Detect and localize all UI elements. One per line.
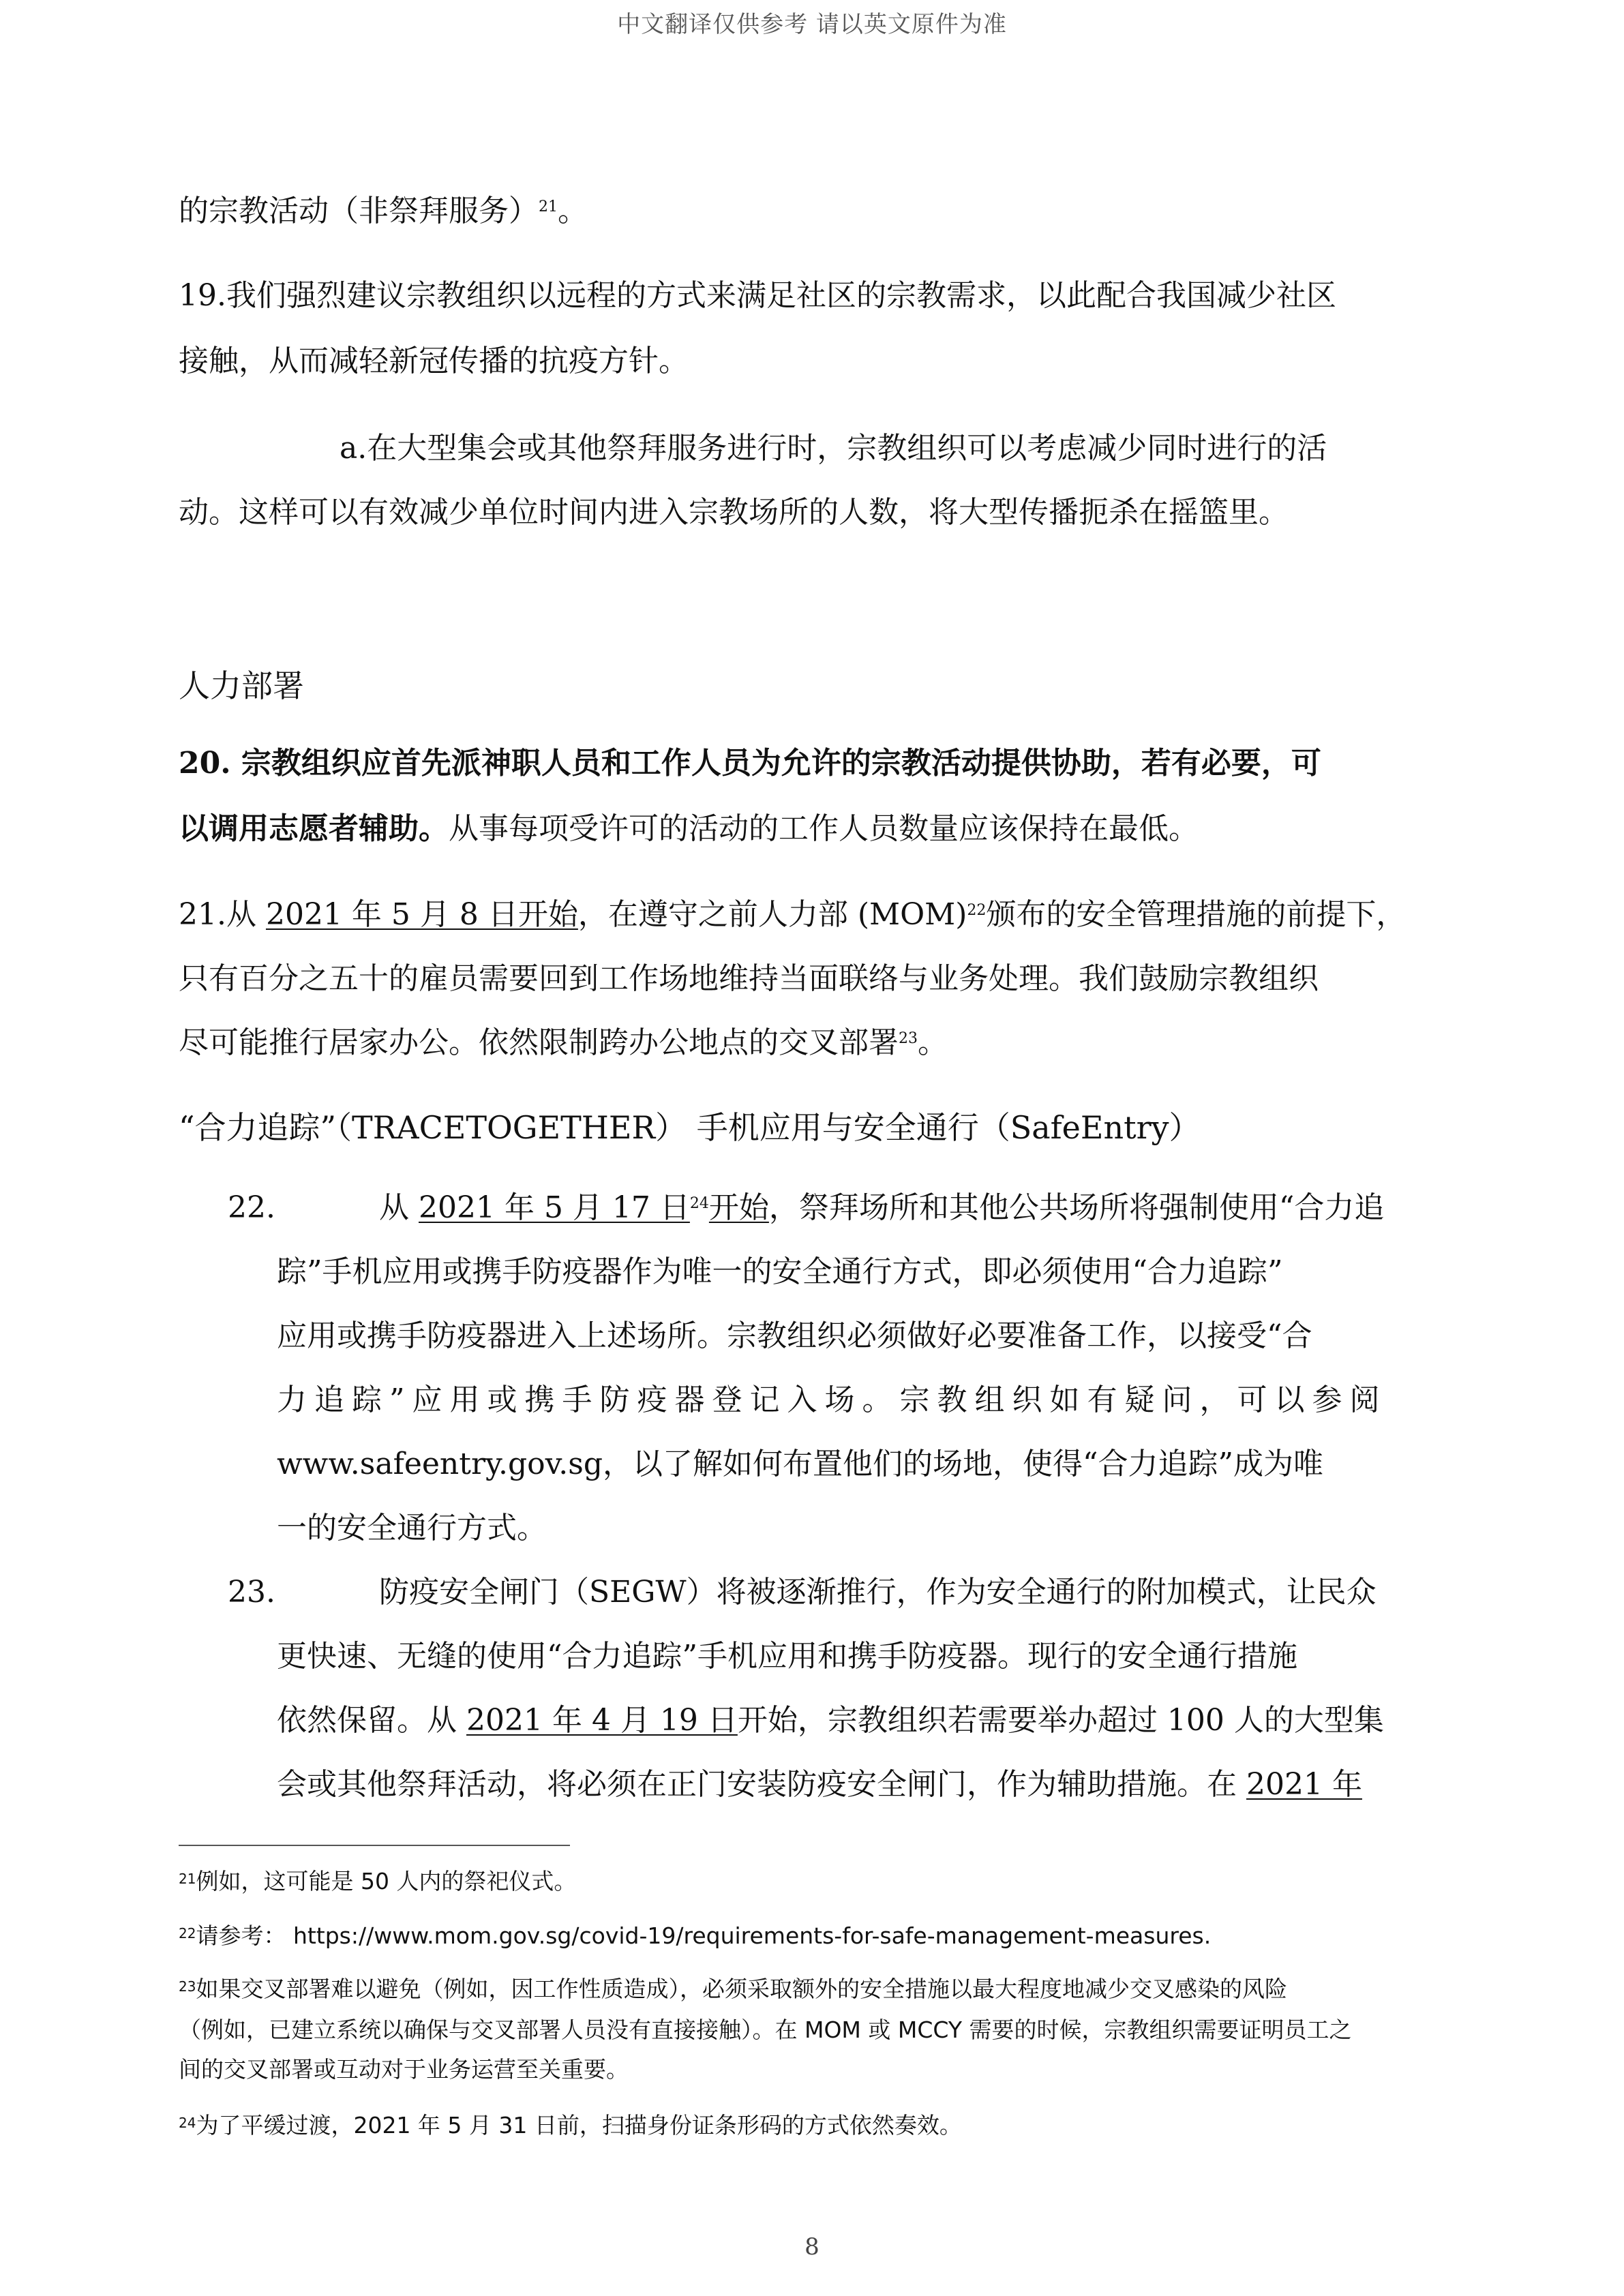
paragraph-23-line-4-text: 会或其他祭拜活动，将必须在正门安装防疫安全闸门，作为辅助措施。在 <box>277 1767 1246 1802</box>
translation-disclaimer-header: 中文翻译仅供参考 请以英文原件为准 <box>617 11 1007 38</box>
paragraph-21-date: 2021 年 5 月 8 日开始 <box>265 897 578 932</box>
footnote-21-marker: 21 <box>179 1871 196 1887</box>
footnote-23-text-1: 如果交叉部署难以避免（例如，因工作性质造成），必须采取额外的安全措施以最大程度地减少交叉感染的风险 <box>196 1976 1287 2002</box>
paragraph-23-prefix: 依然保留。从 <box>277 1703 466 1738</box>
paragraph-22-line-2: 踪”手机应用或携手防疫器作为唯一的安全通行方式，即必须使用“合力追踪” <box>277 1254 1283 1289</box>
footnote-ref-23[interactable]: 23 <box>899 1030 918 1047</box>
page-number: 8 <box>805 2233 819 2261</box>
paragraph-19-line-1: 19.我们强烈建议宗教组织以远程的方式来满足社区的宗教需求，以此配合我国减少社区 <box>179 278 1336 313</box>
paragraph-23-number: 23. <box>228 1575 275 1610</box>
section-heading-tracetogether: “合力追踪”（TRACETOGETHER） 手机应用与安全通行（SafeEntry） <box>179 1109 1201 1146</box>
paragraph-23-post: 开始，宗教组织若需要举办超过 100 人的大型集 <box>737 1703 1384 1738</box>
paragraph-21-line-3 <box>179 1023 948 1063</box>
paragraph-22-line-4: 力追踪”应用或携手防疫器登记入场。宗教组织如有疑问，可以参阅 <box>277 1383 1387 1417</box>
paragraph-22-line-3: 应用或携手防疫器进入上述场所。宗教组织必须做好必要准备工作，以接受“合 <box>277 1318 1312 1353</box>
paragraph-22-number: 22. <box>228 1190 275 1225</box>
footnote-21-text: 例如，这可能是 50 人内的祭祀仪式。 <box>196 1868 577 1894</box>
footnote-24-marker: 24 <box>179 2115 196 2131</box>
paragraph-23-line-3 <box>277 1700 1384 1741</box>
paragraph-21-mid: ，在遵守之前人力部 (MOM) <box>577 897 967 932</box>
continuation-end: 。 <box>558 194 588 228</box>
footnote-ref-21[interactable]: 21 <box>539 198 558 215</box>
paragraph-continuation <box>179 191 588 232</box>
paragraph-23-line-4 <box>277 1764 1362 1805</box>
paragraph-22-date-suffix: 开始 <box>708 1190 769 1225</box>
footnote-21 <box>179 1867 576 1897</box>
continuation-text: 的宗教活动（非祭拜服务） <box>179 194 539 228</box>
paragraph-23-line-2: 更快速、无缝的使用“合力追踪”手机应用和携手防疫器。现行的安全通行措施 <box>277 1639 1297 1674</box>
paragraph-21-line-3-text: 尽可能推行居家办公。依然限制跨办公地点的交叉部署 <box>179 1025 899 1060</box>
footnote-24-text: 为了平缓过渡，2021 年 5 月 31 日前，扫描身份证条形码的方式依然奏效。 <box>196 2112 962 2139</box>
paragraph-19-line-2: 接触，从而减轻新冠传播的抗疫方针。 <box>179 344 689 378</box>
paragraph-20-bold-part: 以调用志愿者辅助。 <box>179 811 449 846</box>
footnote-23-line-3: 间的交叉部署或互动对于业务运营至关重要。 <box>179 2056 629 2083</box>
footnote-ref-22[interactable]: 22 <box>967 902 987 919</box>
paragraph-21-prefix: 21.从 <box>179 897 266 932</box>
footnote-23-line-1 <box>179 1974 1287 2004</box>
paragraph-23-date: 2021 年 4 月 19 日 <box>466 1703 738 1738</box>
footnote-separator <box>179 1845 570 1846</box>
footnote-23-line-2: （例如，已建立系统以确保与交叉部署人员没有直接接触）。在 MOM 或 MCCY 需要的时候，宗教组织需要证明员工之 <box>179 2016 1352 2043</box>
footnote-22-text[interactable]: 请参考： https://www.mom.gov.sg/covid-19/requirements-for-safe-management-measures. <box>196 1922 1212 1949</box>
paragraph-21-line-1 <box>179 894 1406 935</box>
paragraph-19a-line-2: 动。这样可以有效减少单位时间内进入宗教场所的人数，将大型传播扼杀在摇篮里。 <box>179 495 1289 530</box>
paragraph-21-post: 颁布的安全管理措施的前提下， <box>986 897 1407 932</box>
paragraph-22-line-5: www.safeentry.gov.sg，以了解如何布置他们的场地，使得“合力追踪”成为唯 <box>277 1447 1323 1481</box>
paragraph-23-date-2: 2021 年 <box>1246 1767 1362 1802</box>
paragraph-22-line-6: 一的安全通行方式。 <box>277 1511 547 1545</box>
paragraph-23-line-1: 防疫安全闸门（SEGW）将被逐渐推行，作为安全通行的附加模式，让民众 <box>379 1575 1377 1610</box>
paragraph-19a-line-1: a.在大型集会或其他祭拜服务进行时，宗教组织可以考虑减少同时进行的活 <box>340 431 1327 466</box>
footnote-23-marker: 23 <box>179 1978 196 1995</box>
paragraph-20-line-1: 20. 宗教组织应首先派神职人员和工作人员为允许的宗教活动提供协助，若有必要，可 <box>179 746 1321 781</box>
paragraph-21-line-2: 只有百分之五十的雇员需要回到工作场地维持当面联络与业务处理。我们鼓励宗教组织 <box>179 961 1319 996</box>
paragraph-22-prefix: 从 <box>379 1190 419 1225</box>
paragraph-22-line-1 <box>379 1188 1384 1228</box>
footnote-ref-24[interactable]: 24 <box>689 1195 709 1212</box>
section-heading-manpower: 人力部署 <box>179 667 304 704</box>
footnote-24 <box>179 2111 962 2141</box>
paragraph-22-post: ，祭拜场所和其他公共场所将强制使用“合力追 <box>768 1190 1385 1225</box>
footnote-22 <box>179 1921 1211 1951</box>
paragraph-20-rest: 从事每项受许可的活动的工作人员数量应该保持在最低。 <box>449 811 1199 846</box>
paragraph-22-date: 2021 年 5 月 17 日 <box>419 1190 690 1225</box>
paragraph-20-line-2 <box>179 809 1199 849</box>
footnote-22-marker: 22 <box>179 1925 196 1942</box>
paragraph-21-end: 。 <box>918 1025 948 1060</box>
